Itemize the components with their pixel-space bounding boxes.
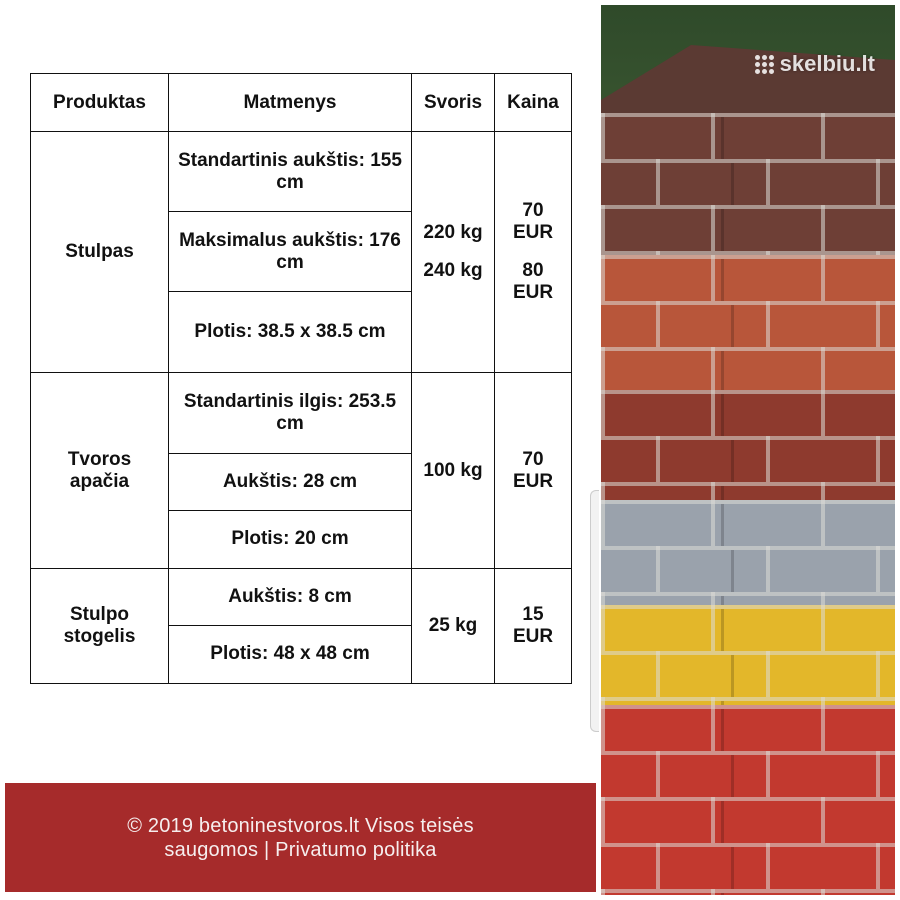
weight-value: 220 kg: [423, 222, 483, 244]
mortar-joint: [821, 347, 825, 390]
mortar-line: [601, 705, 895, 709]
mortar-joint: [711, 889, 715, 895]
mortar-joint: [711, 592, 715, 605]
mortar-joint: [601, 697, 605, 705]
mortar-joint: [601, 113, 605, 159]
table-row: [31, 568, 572, 625]
mortar-line: [601, 651, 895, 655]
dimension-cell: Standartinis aukštis: 155 cm: [169, 132, 412, 212]
mortar-joint: [601, 205, 605, 251]
pillar-corner-shade: [721, 801, 724, 843]
mortar-joint: [821, 697, 825, 705]
mortar-joint: [876, 546, 880, 592]
price-cell: [495, 132, 572, 373]
pillar-corner-shade: [721, 893, 724, 895]
table-row: [31, 132, 572, 212]
mortar-line: [601, 482, 895, 486]
orange-brick-band: [601, 255, 895, 390]
mortar-joint: [821, 889, 825, 895]
mortar-joint: [821, 500, 825, 546]
grey-brick-band: [601, 500, 895, 605]
pillar-corner-shade: [721, 504, 724, 546]
pillar-corner-shade: [721, 709, 724, 751]
mortar-joint: [601, 482, 605, 500]
pillar-corner-shade: [731, 655, 734, 697]
brown-brick-band: [601, 113, 895, 255]
weight-cell: 25 kg: [412, 568, 495, 683]
mortar-joint: [656, 546, 660, 592]
mortar-joint: [656, 751, 660, 797]
pillar-corner-shade: [731, 440, 734, 482]
pillar-corner-shade: [731, 847, 734, 889]
mortar-joint: [711, 390, 715, 436]
price-value: 80 EUR: [512, 260, 554, 304]
dimension-cell: Standartinis ilgis: 253.5 cm: [169, 373, 412, 453]
mortar-line: [601, 251, 895, 255]
header-kaina: Kaina: [495, 74, 572, 132]
mortar-joint: [766, 843, 770, 889]
dimension-cell: Aukštis: 28 cm: [169, 453, 412, 510]
pillar-corner-shade: [731, 163, 734, 205]
mortar-joint: [876, 651, 880, 697]
mortar-line: [601, 113, 895, 117]
price-table: [30, 73, 572, 684]
mortar-joint: [656, 436, 660, 482]
pillar-corner-shade: [721, 209, 724, 251]
mortar-line: [601, 889, 895, 893]
mortar-joint: [821, 205, 825, 251]
pillar-corner-shade: [721, 609, 724, 651]
mortar-joint: [821, 705, 825, 751]
mortar-joint: [766, 436, 770, 482]
mortar-joint: [656, 843, 660, 889]
pillar-corner-shade: [721, 351, 724, 390]
header-svoris: Svoris: [412, 74, 495, 132]
mortar-joint: [656, 651, 660, 697]
mortar-joint: [711, 113, 715, 159]
mortar-joint: [601, 705, 605, 751]
dimension-cell: Plotis: 20 cm: [169, 510, 412, 568]
mortar-line: [601, 592, 895, 596]
mortar-joint: [766, 251, 770, 255]
mortar-joint: [601, 592, 605, 605]
dimension-cell: Plotis: 38.5 x 38.5 cm: [169, 292, 412, 373]
mortar-joint: [821, 605, 825, 651]
pillar-corner-shade: [721, 259, 724, 301]
dimension-cell: Aukštis: 8 cm: [169, 568, 412, 625]
footer-privacy-link[interactable]: saugomos | Privatumo politika: [164, 838, 437, 861]
mortar-joint: [601, 255, 605, 301]
mortar-line: [601, 797, 895, 801]
mortar-joint: [876, 436, 880, 482]
mortar-line: [601, 751, 895, 755]
table-row: [31, 373, 572, 453]
mortar-joint: [821, 797, 825, 843]
mortar-line: [601, 605, 895, 609]
dimension-cell: Maksimalus aukštis: 176 cm: [169, 212, 412, 292]
mortar-joint: [711, 205, 715, 251]
mortar-joint: [601, 500, 605, 546]
mortar-joint: [821, 255, 825, 301]
footer-banner: [5, 783, 596, 892]
mortar-line: [601, 255, 895, 259]
mortar-joint: [876, 251, 880, 255]
mortar-joint: [821, 592, 825, 605]
mortar-line: [601, 205, 895, 209]
mortar-joint: [656, 251, 660, 255]
mortar-line: [601, 159, 895, 163]
product-cell: Stulpo stogelis: [31, 568, 169, 683]
mortar-joint: [821, 390, 825, 436]
mortar-joint: [711, 797, 715, 843]
pillar-illustration: [601, 5, 895, 895]
mortar-line: [601, 843, 895, 847]
mortar-joint: [876, 159, 880, 205]
header-matmenys: Matmenys: [169, 74, 412, 132]
pillar-corner-shade: [731, 755, 734, 797]
mortar-joint: [601, 390, 605, 436]
mortar-joint: [766, 159, 770, 205]
dimension-cell: Plotis: 48 x 48 cm: [169, 625, 412, 683]
skelbiu-logo-icon: [755, 55, 774, 74]
pillar-corner-shade: [721, 701, 724, 705]
mortar-joint: [601, 605, 605, 651]
mortar-joint: [601, 797, 605, 843]
mortar-line: [601, 436, 895, 440]
skelbiu-watermark: [755, 51, 875, 77]
mortar-line: [601, 347, 895, 351]
product-cell: Tvoros apačia: [31, 373, 169, 568]
mortar-line: [601, 546, 895, 550]
pillar-corner-shade: [721, 486, 724, 500]
mortar-line: [601, 301, 895, 305]
price-cell: 15 EUR: [495, 568, 572, 683]
side-scroll-handle[interactable]: [590, 490, 599, 732]
mortar-joint: [821, 113, 825, 159]
mortar-joint: [711, 500, 715, 546]
pillar-corner-shade: [721, 117, 724, 159]
mortar-joint: [711, 255, 715, 301]
pillar-corner-shade: [721, 596, 724, 605]
mortar-joint: [766, 651, 770, 697]
pillar-corner-shade: [721, 394, 724, 436]
mortar-joint: [711, 482, 715, 500]
mortar-line: [601, 390, 895, 394]
mortar-joint: [601, 889, 605, 895]
mortar-joint: [711, 697, 715, 705]
price-value: 70 EUR: [512, 200, 554, 244]
mortar-joint: [766, 546, 770, 592]
mortar-joint: [821, 482, 825, 500]
mortar-joint: [711, 347, 715, 390]
mortar-line: [601, 500, 895, 504]
footer-copyright: © 2019 betoninestvoros.lt Visos teisės: [127, 814, 474, 837]
weight-cell: 100 kg: [412, 373, 495, 568]
brick-pillar-photo: [601, 5, 895, 895]
mortar-joint: [766, 301, 770, 347]
watermark-text: skelbiu.lt: [779, 51, 875, 76]
weight-cell: [412, 132, 495, 373]
header-produktas: Produktas: [31, 74, 169, 132]
mortar-joint: [711, 605, 715, 651]
mortar-joint: [766, 751, 770, 797]
mortar-joint: [711, 705, 715, 751]
mortar-joint: [656, 159, 660, 205]
price-cell: 70 EUR: [495, 373, 572, 568]
pillar-corner-shade: [731, 305, 734, 347]
mortar-joint: [876, 843, 880, 889]
mortar-joint: [656, 301, 660, 347]
mortar-joint: [601, 347, 605, 390]
pillar-corner-shade: [731, 550, 734, 592]
mortar-joint: [876, 751, 880, 797]
weight-value: 240 kg: [423, 260, 483, 282]
product-cell: Stulpas: [31, 132, 169, 373]
mortar-line: [601, 697, 895, 701]
table-header-row: [31, 74, 572, 132]
mortar-joint: [876, 301, 880, 347]
